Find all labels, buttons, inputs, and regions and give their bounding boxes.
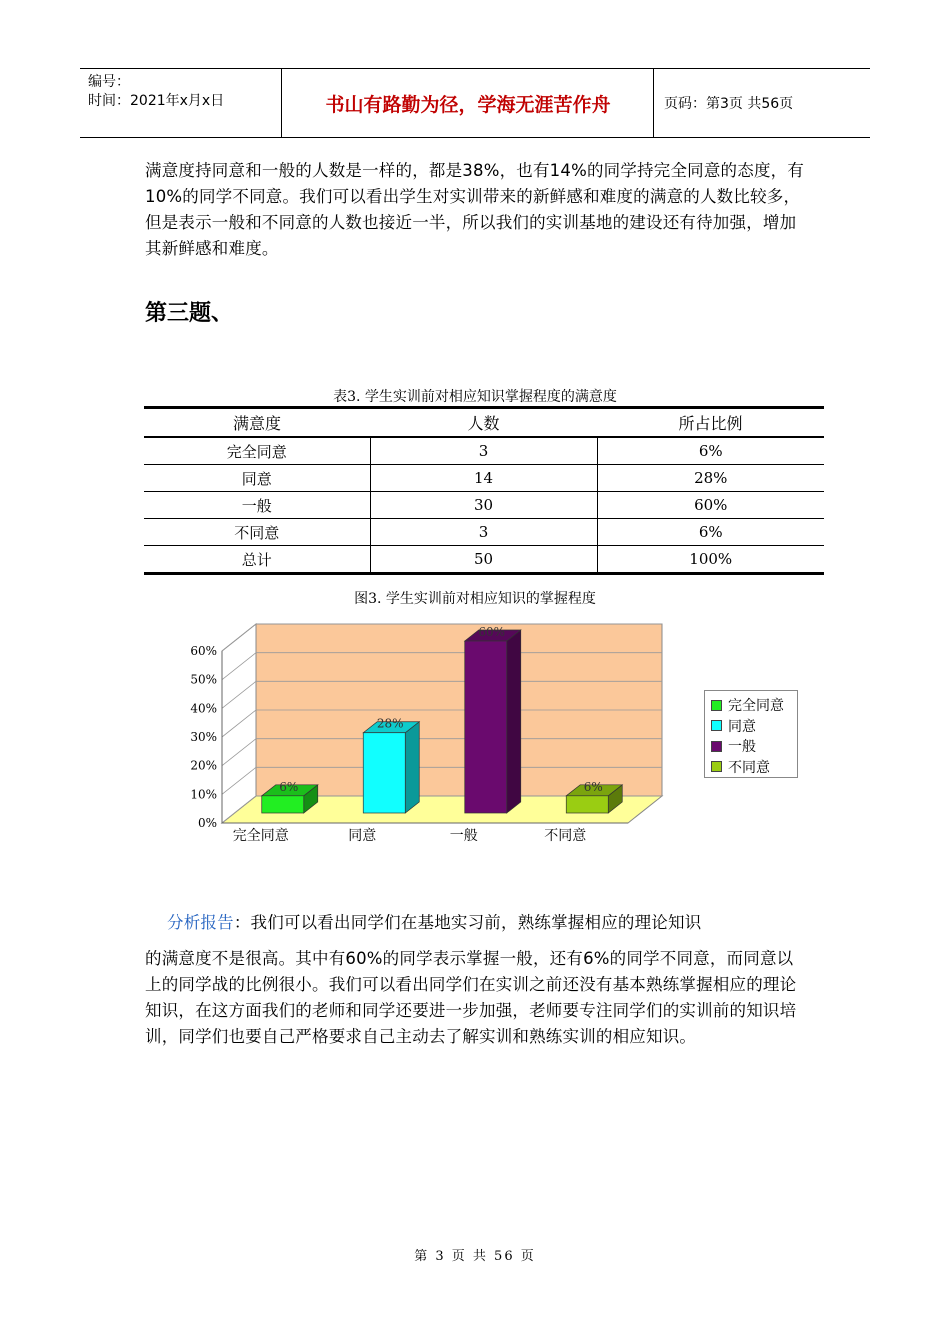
table-cell: 28%: [597, 465, 824, 492]
x-tick-label: 完全同意: [232, 828, 289, 844]
table-cell: 6%: [597, 519, 824, 546]
y-tick-label: 0%: [197, 816, 217, 830]
bar: [262, 796, 304, 813]
table-cell: 60%: [597, 492, 824, 519]
table-row: [144, 437, 824, 465]
number-label: 编号：: [88, 74, 130, 90]
time-label: 时间：2021年x月x日: [88, 93, 225, 109]
chart-legend: [704, 690, 798, 778]
table-row: [144, 465, 824, 492]
table-header-cell: 所占比例: [597, 408, 824, 438]
bar-value-label: 28%: [376, 716, 404, 731]
legend-swatch: [711, 741, 722, 752]
y-tick-label: 50%: [190, 672, 217, 687]
page-footer: 第 3 页 共 56 页: [414, 1249, 536, 1264]
table-row: [144, 519, 824, 546]
table-cell: 3: [370, 519, 597, 546]
y-tick-label: 30%: [190, 730, 217, 744]
table-header-cell: 满意度: [144, 408, 370, 438]
bar: [465, 641, 507, 813]
page-header: [80, 68, 870, 138]
legend-label: 不同意: [728, 759, 770, 776]
bar-side: [405, 722, 419, 813]
y-tick-label: 10%: [190, 787, 217, 802]
legend-item: [711, 736, 797, 757]
report-line1: ：我们可以看出同学们在基地实习前，熟练掌握相应的理论知识: [233, 913, 702, 932]
table-cell: 6%: [597, 437, 824, 465]
table-row: [144, 492, 824, 519]
y-tick-label: 60%: [190, 644, 217, 658]
legend-label: 完全同意: [728, 698, 784, 715]
header-page-code: 页码：第3页 共56页: [664, 96, 794, 112]
table-cell: 总计: [144, 546, 370, 574]
table-cell: 一般: [144, 492, 370, 519]
x-tick-label: 不同意: [544, 828, 587, 844]
bar-value-label: 6%: [583, 779, 603, 794]
section-title: 第三题、: [145, 301, 234, 326]
legend-item: [711, 695, 797, 716]
y-tick-label: 20%: [190, 758, 217, 773]
legend-item: [711, 757, 797, 778]
x-tick-label: 一般: [449, 828, 478, 844]
bar-side: [507, 630, 521, 813]
table-header-cell: 人数: [370, 408, 597, 438]
table-cell: 同意: [144, 465, 370, 492]
legend-swatch: [711, 720, 722, 731]
table-cell: 50: [370, 546, 597, 574]
table-row: [144, 546, 824, 574]
satisfaction-table: [144, 406, 824, 575]
y-tick-label: 40%: [190, 701, 217, 716]
legend-item: [711, 716, 797, 737]
bar: [566, 796, 608, 813]
table-header-row: [144, 408, 824, 438]
report-first-line: [145, 910, 810, 936]
bar-value-label: 60%: [478, 625, 506, 639]
table-caption: 表3. 学生实训前对相应知识掌握程度的满意度: [333, 389, 617, 405]
header-motto: 书山有路勤为径，学海无涯苦作舟: [283, 69, 654, 137]
bar-value-label: 6%: [279, 779, 299, 794]
legend-swatch: [711, 761, 722, 772]
table-cell: 14: [370, 465, 597, 492]
legend-swatch: [711, 700, 722, 711]
header-meta: [80, 69, 282, 137]
table-cell: 不同意: [144, 519, 370, 546]
table-cell: 3: [370, 437, 597, 465]
x-tick-label: 同意: [348, 828, 377, 844]
legend-label: 同意: [728, 718, 756, 735]
table-cell: 30: [370, 492, 597, 519]
table-cell: 完全同意: [144, 437, 370, 465]
intro-paragraph: 满意度持同意和一般的人数是一样的，都是38%，也有14%的同学持完全同意的态度，有10%的同学不同意。我们可以看出学生对实训带来的新鲜感和难度的满意的人数比较多，但是表示一般和不同意的人数也接近一半，所以我们的实训基地的建设还有待加强，增加其新鲜感和难度。: [145, 161, 805, 258]
legend-label: 一般: [728, 739, 756, 756]
report-label: 分析报告: [167, 913, 234, 932]
chart-title: 图3. 学生实训前对相应知识的掌握程度: [354, 591, 596, 607]
bar: [363, 733, 405, 813]
table-cell: 100%: [597, 546, 824, 574]
report-body: 的满意度不是很高。其中有60%的同学表示掌握一般，还有6%的同学不同意，而同意以上的同学战的比例很小。我们可以看出同学们在实训之前还没有基本熟练掌握相应的理论知识，在这方面我们的老师和同学还要进一步加强，老师要专注同学们的实训前的知识培训，同学们也要自己严格要求自己主动去了解实训和熟练实训的相应知识。: [145, 949, 797, 1046]
